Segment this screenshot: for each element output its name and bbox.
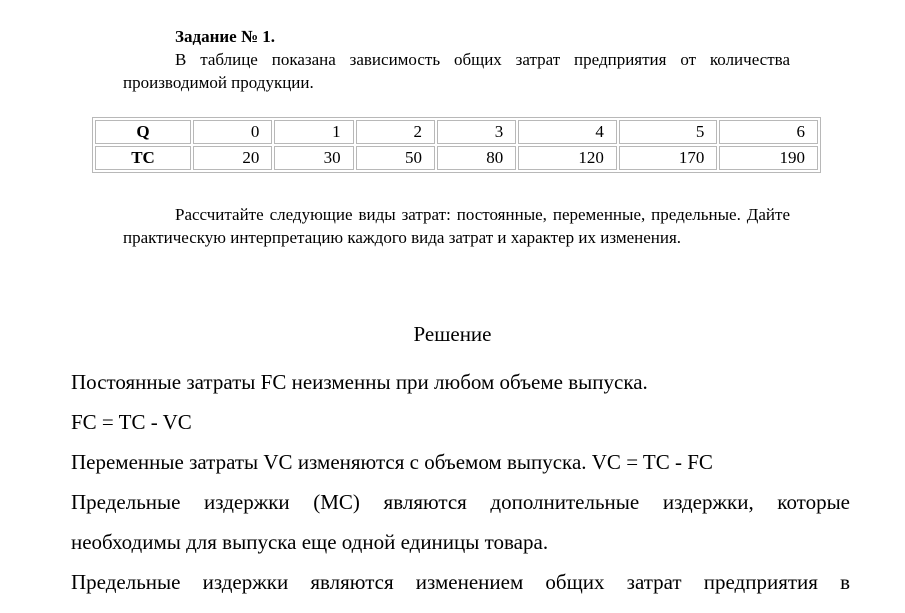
- row-label: Q: [95, 120, 191, 144]
- task-question: Рассчитайте следующие виды затрат: постоянные, переменные, предельные. Дайте практическую интерпретацию каждого вида затрат и характер их изменения.: [123, 205, 790, 247]
- task-question-block: [123, 203, 790, 249]
- table-cell: 2: [356, 120, 435, 144]
- task-intro: В таблице показана зависимость общих затрат предприятия от количества производимой продукции.: [123, 50, 790, 92]
- solution-title: Решение: [413, 322, 492, 346]
- task-block: [123, 25, 790, 94]
- table-cell: 120: [518, 146, 617, 170]
- cost-table: [92, 117, 821, 173]
- task-title: Задание № 1.: [175, 27, 276, 46]
- solution-body: [71, 362, 850, 602]
- table-cell: 170: [619, 146, 718, 170]
- table-cell: 190: [719, 146, 818, 170]
- table-cell: 6: [719, 120, 818, 144]
- table-cell: 4: [518, 120, 617, 144]
- table-row-tc: [95, 146, 818, 170]
- solution-line: Постоянные затраты FC неизменны при любом объеме выпуска.: [71, 370, 648, 394]
- table-cell: 1: [274, 120, 353, 144]
- row-label: TC: [95, 146, 191, 170]
- solution-line: Предельные издержки являются изменением общих затрат предприятия в: [71, 570, 850, 594]
- solution-line: Переменные затраты VC изменяются с объемом выпуска. VC = TC - FC: [71, 450, 713, 474]
- solution-line: Предельные издержки (MC) являются дополнительные издержки, которые необходимы для выпуска еще одной единицы товара.: [71, 490, 850, 554]
- table-cell: 80: [437, 146, 516, 170]
- table-row-q: [95, 120, 818, 144]
- table-cell: 5: [619, 120, 718, 144]
- table-cell: 3: [437, 120, 516, 144]
- solution-line: FC = TC - VC: [71, 410, 192, 434]
- table-cell: 20: [193, 146, 272, 170]
- table-cell: 50: [356, 146, 435, 170]
- table-cell: 30: [274, 146, 353, 170]
- table-cell: 0: [193, 120, 272, 144]
